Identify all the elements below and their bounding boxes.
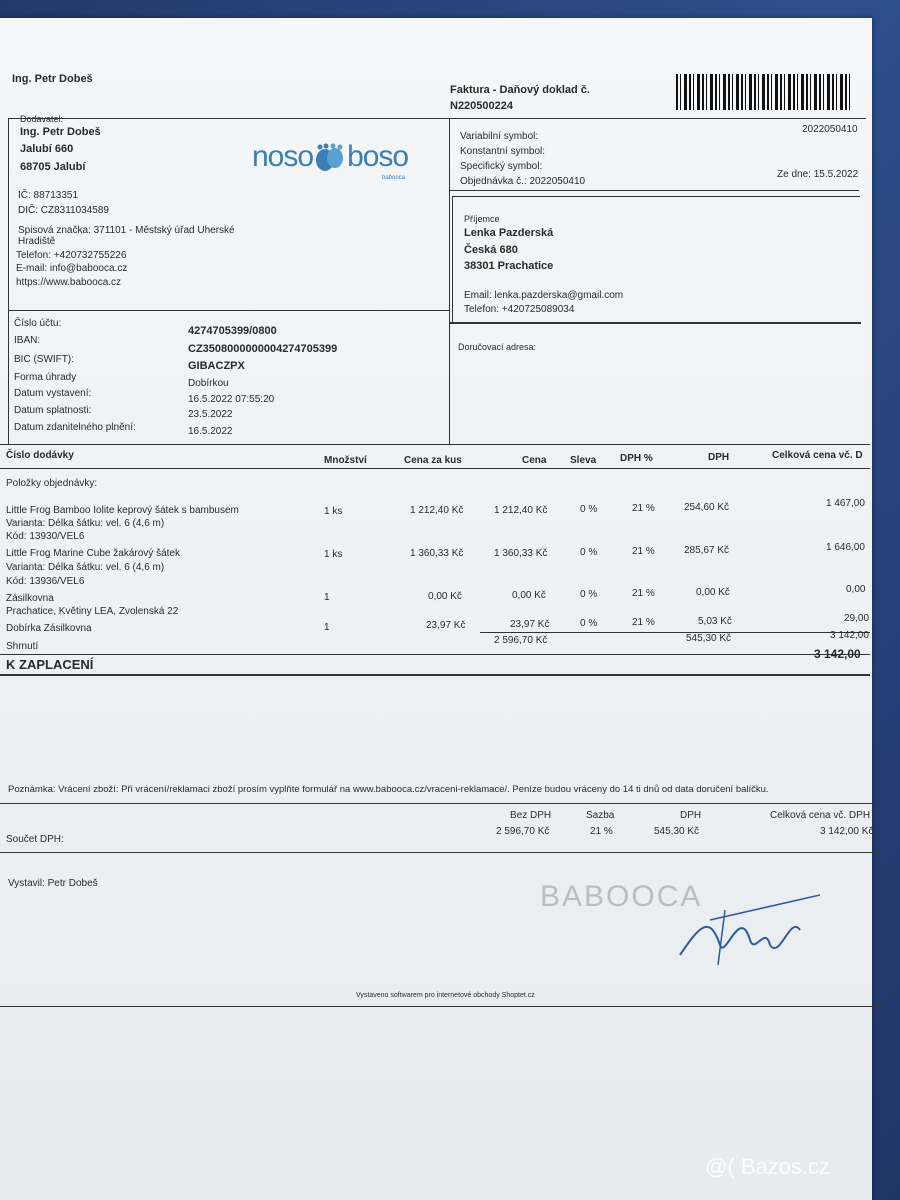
bazos-watermark: @( Bazos.cz — [705, 1154, 831, 1179]
pay-bottom-line — [0, 674, 870, 676]
summary-vat: 545,30 Kč — [686, 633, 732, 644]
row2-unit: 1 360,33 Kč — [410, 548, 464, 559]
issuer — [8, 878, 98, 890]
row1-desc3: Kód: 13930/VEL6 — [6, 531, 85, 542]
logo-text-right: boso — [347, 140, 409, 173]
pay-label: K ZAPLACENÍ — [6, 657, 94, 672]
vat-summary-bottom-line — [0, 852, 880, 853]
row2-desc2: Varianta: Délka šátku: vel. 6 (4,6 m) — [6, 562, 165, 573]
table-header-line — [0, 468, 870, 469]
row2-total: 1 646,00 — [826, 542, 865, 553]
row3-vat: 0,00 Kč — [696, 587, 730, 598]
stamp-text: BABOOCA — [540, 880, 703, 913]
row1-unit: 1 212,40 Kč — [410, 505, 464, 516]
issued-date-label: Datum vystavení: — [14, 388, 92, 399]
logo-text-left: noso — [252, 140, 314, 173]
tax-date-label: Datum zdanitelného plnění: — [14, 422, 136, 433]
summary-price: 2 596,70 Kč — [494, 635, 548, 646]
symbols-divider — [449, 190, 859, 191]
frame-middle-line — [449, 118, 450, 444]
row4-discount: 0 % — [580, 618, 598, 629]
constant-symbol-label: Konstantní symbol: — [460, 146, 546, 157]
row2-qty: 1 ks — [324, 549, 343, 560]
supplier-phone: Telefon: +420732755226 — [16, 250, 127, 261]
pay-line — [0, 654, 870, 655]
table-top-line — [0, 444, 870, 445]
vat-summary-base: 2 596,70 Kč — [496, 826, 550, 837]
invoice-title: Faktura - Daňový doklad č. — [450, 84, 590, 96]
payment-method-label: Forma úhrady — [14, 372, 77, 383]
logo-sub: babooca — [382, 175, 406, 181]
supplier-city: 68705 Jalubí — [20, 161, 86, 173]
col-header-discount: Sleva — [570, 455, 597, 466]
pay-value: 3 142,00 — [814, 647, 861, 661]
row1-desc2: Varianta: Délka šátku: vel. 6 (4,6 m) — [6, 518, 165, 529]
due-date-label: Datum splatnosti: — [14, 405, 92, 416]
row2-vat: 285,67 Kč — [684, 545, 730, 556]
row3-total: 0,00 — [846, 584, 866, 595]
row4-total: 29,00 — [844, 613, 870, 624]
tax-date-value: 16.5.2022 — [188, 426, 233, 437]
supplier-dic: DIČ: CZ8311034589 — [18, 205, 109, 216]
bic-label: BIC (SWIFT): — [14, 354, 74, 365]
col-header-total: Celková cena vč. D — [772, 450, 863, 461]
account-value: 4274705399/0800 — [188, 325, 277, 337]
order-date: Ze dne: 15.5.2022 — [777, 169, 859, 180]
recipient-left-line — [452, 196, 453, 324]
nosoboso-logo — [252, 140, 408, 174]
recipient-street: Česká 680 — [464, 244, 518, 256]
frame-top-line — [8, 118, 866, 119]
variable-symbol-label: Variabilní symbol: — [460, 131, 539, 142]
row1-total: 1 467,00 — [826, 498, 865, 509]
row1-vat: 254,60 Kč — [684, 502, 730, 513]
row2-desc3: Kód: 13936/VEL6 — [6, 576, 85, 587]
recipient-top-line — [452, 196, 860, 197]
vat-summary-total: 3 142,00 Kč — [820, 826, 874, 837]
delivery-address-label: Doručovací adresa: — [458, 342, 537, 352]
row4-unit: 23,97 Kč — [426, 620, 466, 631]
signature-icon — [670, 885, 840, 975]
col-header-vat-pct: DPH % — [620, 453, 653, 464]
row1-vat-pct: 21 % — [632, 503, 655, 514]
specific-symbol-label: Specifický symbol: — [460, 161, 543, 172]
vat-header-base: Bez DPH — [510, 810, 552, 821]
supplier-name: Ing. Petr Dobeš — [20, 126, 101, 138]
vat-summary-rate: 21 % — [590, 826, 613, 837]
row1-desc1: Little Frog Bamboo Iolite keprový šátek s bambusem — [6, 505, 239, 516]
supplier-divider — [8, 310, 449, 311]
vat-summary-vat: 545,30 Kč — [654, 826, 700, 837]
issued-date-value: 16.5.2022 07:55:20 — [188, 394, 275, 405]
recipient-email: Email: lenka.pazderska@gmail.com — [464, 290, 624, 301]
invoice-number: N220500224 — [450, 100, 514, 112]
payment-method-value: Dobírkou — [188, 378, 229, 389]
col-header-unit-price: Cena za kus — [404, 455, 462, 466]
barcode — [676, 74, 852, 110]
recipient-bottom-line — [449, 322, 861, 324]
recipient-city: 38301 Prachatice — [464, 260, 554, 272]
summary-total: 3 142,00 — [830, 630, 869, 641]
recipient-label: Příjemce — [464, 214, 500, 224]
vat-header-total: Celková cena vč. DPH — [770, 810, 871, 821]
row2-desc1: Little Frog Marine Cube žakárový šátek — [6, 548, 180, 559]
supplier-label: Dodavatel: — [20, 114, 64, 124]
supplier-spis-2: Hradiště — [18, 236, 56, 247]
supplier-web: https://www.babooca.cz — [16, 277, 122, 288]
vat-summary-label: Součet DPH: — [6, 834, 64, 845]
vat-summary-top-line — [0, 803, 878, 804]
recipient-phone: Telefon: +420725089034 — [464, 304, 575, 315]
col-header-price: Cena — [522, 455, 547, 466]
row1-qty: 1 ks — [324, 506, 343, 517]
row3-discount: 0 % — [580, 589, 598, 600]
row3-unit: 0,00 Kč — [428, 591, 462, 602]
supplier-email: E-mail: info@babooca.cz — [16, 263, 128, 274]
summary-label: Shrnutí — [6, 641, 39, 652]
supplier-street: Jalubí 660 — [20, 143, 74, 155]
row3-vat-pct: 21 % — [632, 588, 655, 599]
vat-header-vat: DPH — [680, 810, 702, 821]
account-label: Číslo účtu: — [14, 318, 62, 329]
order-number: Objednávka č.: 2022050410 — [460, 176, 586, 187]
recipient-name: Lenka Pazderská — [464, 227, 554, 239]
footer-software: Vystaveno softwarem pro internetové obchody Shoptet.cz — [356, 992, 535, 999]
variable-symbol-value: 2022050410 — [802, 124, 858, 135]
row2-discount: 0 % — [580, 547, 598, 558]
supplier-ic: IČ: 88713351 — [18, 190, 79, 201]
iban-value: CZ3508000000004274705399 — [188, 343, 338, 355]
row4-vat: 5,03 Kč — [698, 616, 732, 627]
return-note: Poznámka: Vrácení zboží: Při vrácení/reklamaci zboží prosím vyplňte formulář na www.babooca.cz/vraceni-reklamace/. Peníze budou vráceny do 14 ti dnů od data doručení balíčku. — [8, 784, 769, 795]
row1-discount: 0 % — [580, 504, 598, 515]
footer-line — [0, 1006, 882, 1007]
row3-desc2: Prachatice, Květiny LEA, Zvolenská 22 — [6, 606, 179, 617]
vat-header-rate: Sazba — [586, 810, 615, 821]
row4-price: 23,97 Kč — [510, 619, 550, 630]
row4-qty: 1 — [324, 622, 330, 633]
bic-value: GIBACZPX — [188, 360, 245, 372]
issuer-text: Vystavil: Petr Dobeš — [8, 878, 98, 889]
col-header-qty: Množství — [324, 455, 367, 466]
items-section-label: Položky objednávky: — [6, 478, 98, 489]
row2-vat-pct: 21 % — [632, 546, 655, 557]
row4-desc1: Dobírka Zásilkovna — [6, 623, 92, 634]
row3-qty: 1 — [324, 592, 330, 603]
row3-desc1: Zásilkovna — [6, 593, 54, 604]
row4-vat-pct: 21 % — [632, 617, 655, 628]
row3-price: 0,00 Kč — [512, 590, 546, 601]
supplier-spis-1: Spisová značka: 371101 - Městský úřad Uherské — [18, 225, 235, 236]
row1-price: 1 212,40 Kč — [494, 505, 548, 516]
col-header-delivery: Číslo dodávky — [6, 450, 74, 461]
col-header-vat: DPH — [708, 452, 730, 463]
feet-icon — [313, 143, 347, 173]
summary-line — [480, 632, 870, 633]
company-name: Ing. Petr Dobeš — [12, 73, 93, 85]
iban-label: IBAN: — [14, 335, 41, 346]
due-date-value: 23.5.2022 — [188, 409, 233, 420]
row2-price: 1 360,33 Kč — [494, 548, 548, 559]
frame-left-line — [8, 118, 9, 444]
